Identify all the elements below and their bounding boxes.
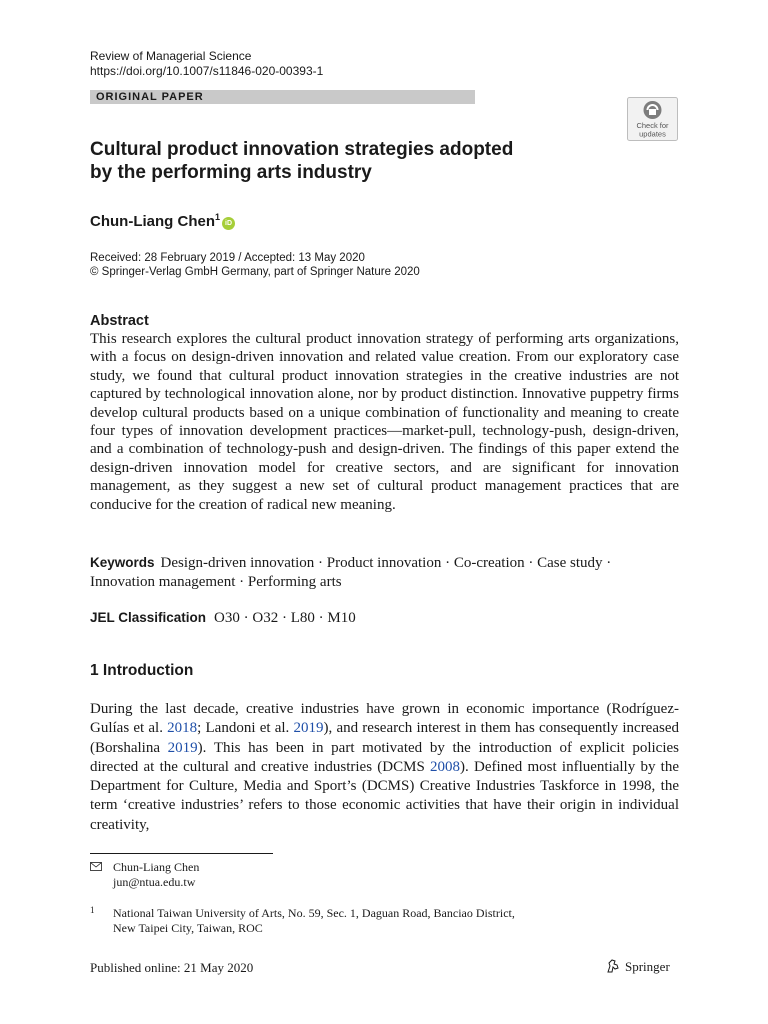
envelope-icon — [90, 862, 102, 871]
intro-text-4: ). This has been in part motivated by the introduction of explicit policies directed at the cultural and creative industries (DCMS — [90, 739, 680, 775]
introduction-paragraph — [90, 700, 679, 835]
intro-text-5: ). Defined most influentially by the Department for Culture, Media and Sport’s (DCMS) Creative Industries Taskforce in 1998, the term ‘creative industries’ refers to those economic activities that have their origin in individual creativity, — [90, 758, 679, 833]
contact-name: Chun-Liang Chen — [113, 860, 200, 874]
published-date: Published online: 21 May 2020 — [90, 960, 254, 975]
check-for-updates-icon[interactable] — [627, 97, 678, 141]
intro-text-1: During the last decade, creative industries have grown in economic importance (Rodríguez-Gulías et al. — [90, 701, 679, 737]
section-heading-introduction: 1 Introduction — [90, 662, 194, 679]
affiliation-line-1: National Taiwan University of Arts, No. 59, Sec. 1, Daguan Road, Banciao District, — [113, 906, 515, 920]
copyright: © Springer-Verlag GmbH Germany, part of Springer Nature 2020 — [90, 266, 420, 278]
affiliation-line-2: New Taipei City, Taiwan, ROC — [113, 921, 263, 935]
citation-link[interactable]: 2018 — [167, 720, 198, 737]
article-type-label: ORIGINAL PAPER — [96, 91, 204, 103]
jel-classification — [90, 609, 356, 627]
citation-link[interactable]: 2008 — [430, 758, 461, 775]
footnote-divider — [90, 853, 273, 854]
keywords-text: Design-driven innovation · Product innovation · Co-creation · Case study · Innovation management · Performing arts — [90, 555, 612, 590]
publisher-name: Springer — [625, 959, 670, 974]
doi-link[interactable]: https://doi.org/10.1007/s11846-020-00393-1 — [90, 64, 324, 78]
author-affiliation-mark: 1 — [214, 212, 220, 222]
citation-link[interactable]: 2019 — [167, 739, 198, 756]
abstract-heading: Abstract — [90, 313, 149, 329]
intro-text-3: ), and research interest in them has consequently increased (Borshalina — [90, 720, 679, 756]
abstract-text: This research explores the cultural product innovation strategy of performing arts organizations, with a focus on design-driven innovation and related value creation. From our exploratory case study, we found that cultural product innovation strategies in the creative industries are not captured by technological innovation alone, nor by product distinction. Innovative puppetry firms develop cultural products based on a unique combination of functionality and meaning to create four types of innovation development practices—market-pull, technology-push, design-driven, and a combination of technology-push and design-driven. The findings of this paper extend the design-driven innovation model for creative sectors, and are significant for innovation management, as they suggest a new set of cultural product management practices that are conducive for the creation of radical new meaning. — [90, 331, 679, 513]
author — [90, 208, 235, 231]
keywords — [90, 553, 679, 592]
keywords-label: Keywords — [90, 555, 155, 570]
contact-email[interactable]: jun@ntua.edu.tw — [113, 875, 196, 889]
title-line-1: Cultural product innovation strategies adopted — [90, 139, 514, 160]
article-title — [90, 138, 560, 184]
jel-codes: O30 · O32 · L80 · M10 — [214, 610, 356, 626]
affiliation-number: 1 — [90, 905, 95, 915]
check-updates-line1: Check for — [636, 121, 669, 130]
publisher — [605, 958, 670, 975]
orcid-icon[interactable]: iD — [222, 217, 235, 230]
title-line-2: by the performing arts industry — [90, 162, 372, 183]
springer-horse-icon — [605, 958, 621, 974]
intro-text-2: ; Landoni et al. — [197, 720, 294, 737]
jel-label: JEL Classification — [90, 610, 207, 625]
author-name[interactable]: Chun-Liang Chen — [90, 213, 215, 230]
journal-name: Review of Managerial Science — [90, 49, 252, 63]
citation-link[interactable]: 2019 — [293, 720, 324, 737]
article-dates: Received: 28 February 2019 / Accepted: 13 May 2020 — [90, 252, 365, 264]
check-updates-line2: updates — [639, 129, 666, 139]
